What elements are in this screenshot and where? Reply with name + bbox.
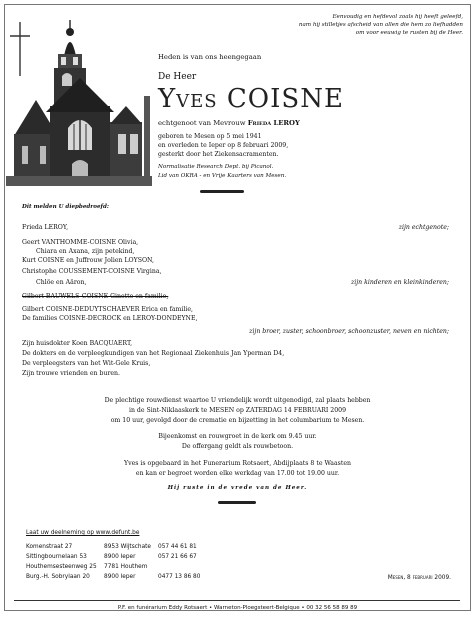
first-name: Yves <box>158 84 218 114</box>
ceremony-line-5: De offergang geldt als rouwbetoon. <box>181 443 294 450</box>
address-city: 8900 Ieper <box>104 554 136 560</box>
quote-line-3: om voor eeuwig te rusten bij de Heer. <box>355 30 463 36</box>
title-text: De Heer <box>158 72 197 82</box>
web-line: Laat uw deelneming op www.defunt.be <box>26 530 140 536</box>
mourner-name: De verpleegsters van het Wit-Gele Kruis, <box>22 360 151 367</box>
spouse-line <box>158 119 300 127</box>
mourner-name: De dokters en de verpleegkundigen van het Regionaal Ziekenhuis Jan Yperman D4, <box>22 350 285 357</box>
divider-ornament <box>200 190 244 193</box>
address-phone: 057 21 66 67 <box>158 554 197 560</box>
mourner-name: De families COISNE-DECROCK en LEROY-DONDEYNE, <box>22 315 198 322</box>
quote-line-2: nam hij stilletjes afscheid van allen die hem zo liefhadden <box>298 22 463 28</box>
mourner-name: Gilbert BAUWELS-COISNE Ginette en familie, <box>22 293 169 300</box>
address-city: 8953 Wijtschate <box>104 544 151 550</box>
mourner-name: Chlöe en Aäron, <box>36 279 87 286</box>
mourner-name: Christophe COUSSEMENT-COISNE Virgina, <box>22 268 162 275</box>
footer-text: P.F. en funérarium Eddy Rotsaert • Warneton-Ploegsteert-Belgique • 00 32 56 58 89 89 <box>117 605 358 611</box>
address-city: 8900 Ieper <box>104 574 136 580</box>
address-city: 7781 Houthem <box>104 564 148 570</box>
mourner-name: Zijn trouwe vrienden en buren. <box>22 370 121 377</box>
mourner-name: Geert VANTHOMME-COISNE Olivia, <box>22 239 139 246</box>
mourner-relation: zijn echtgenote; <box>398 224 449 231</box>
spouse-name: Frieda LEROY <box>247 119 300 127</box>
address-street: Burg.-H. Sobrylaan 20 <box>26 574 90 580</box>
footer-rule <box>14 600 460 601</box>
mourner-name: Frieda LEROY, <box>22 224 69 231</box>
spouse-prefix: echtgenoot van Mevrouw <box>158 119 246 127</box>
mourner-relation: zijn broer, zuster, schoonbroer, schoonzuster, neven en nichten; <box>249 328 449 335</box>
ceremony-line-3: om 10 uur, gevolgd door de crematie en bijzetting in het columbarium te Mesen. <box>110 417 365 424</box>
closing-line: Hij ruste in de vrede van de Heer. <box>167 485 308 491</box>
address-street: Sittingbournelaan 53 <box>26 554 87 560</box>
mourner-name: Chiara en Axana, zijn petekind, <box>36 248 135 255</box>
born-line: geboren te Mesen op 5 mei 1941 <box>158 133 262 140</box>
address-phone: 057 44 61 81 <box>158 544 197 550</box>
mourners-intro: Dit melden U diepbedroefd: <box>22 204 109 210</box>
address-phone: 0477 13 86 80 <box>158 574 201 580</box>
ceremony-line-6: Yves is opgebaard in het Funerarium Rotsaert, Abdijplaats 8 te Waasten <box>124 460 351 467</box>
divider-ornament-2 <box>218 501 256 504</box>
place-date: Mesen, 8 februari 2009. <box>387 575 451 581</box>
address-street: Komenstraat 27 <box>26 544 73 550</box>
mourner-name: Kurt COISNE en Juffrouw Jolien LOYSON, <box>22 257 155 264</box>
church-illustration <box>6 16 152 186</box>
ceremony-line-2: in de Sint-Niklaaskerk te MESEN op ZATERDAG 14 FEBRUARI 2009 <box>128 407 347 414</box>
last-name: COISNE <box>226 84 344 114</box>
ceremony-line-1: De plechtige rouwdienst waartoe U vriendelijk wordt uitgenodigd, zal plaats hebben <box>104 397 371 404</box>
sacraments-line: gesterkt door het Ziekensacramenten. <box>158 151 279 158</box>
ceremony-line-4: Bijeenkomst en rouwgroet in de kerk om 9.45 uur. <box>158 433 317 440</box>
deceased-name <box>158 84 344 114</box>
occupation-line: Normalisatie Research Dept. bij Picanol. <box>158 164 274 170</box>
quote-line-1: Eenvoudig en hefdevol zoals hij heeft geleefd, <box>332 14 463 20</box>
mourner-name: Gilbert COISNE-DEDUYTSCHAEVER Erica en familie, <box>22 306 193 313</box>
member-line: Lid van OKRA - en Vrije Kaarters van Mesen. <box>158 173 287 179</box>
address-street: Houthemsesteenweg 25 <box>26 564 97 570</box>
mourner-relation: zijn kinderen en kleinkinderen; <box>350 279 449 286</box>
mourner-name: Zijn huisdokter Koen BACQUAERT, <box>22 340 133 347</box>
intro-text: Heden is van ons heengegaan <box>158 53 262 61</box>
died-line: en overleden te Ieper op 8 februari 2009, <box>158 142 289 149</box>
ceremony-line-7: en kan er begroet worden elke werkdag van 17.00 tot 19.00 uur. <box>135 470 340 477</box>
